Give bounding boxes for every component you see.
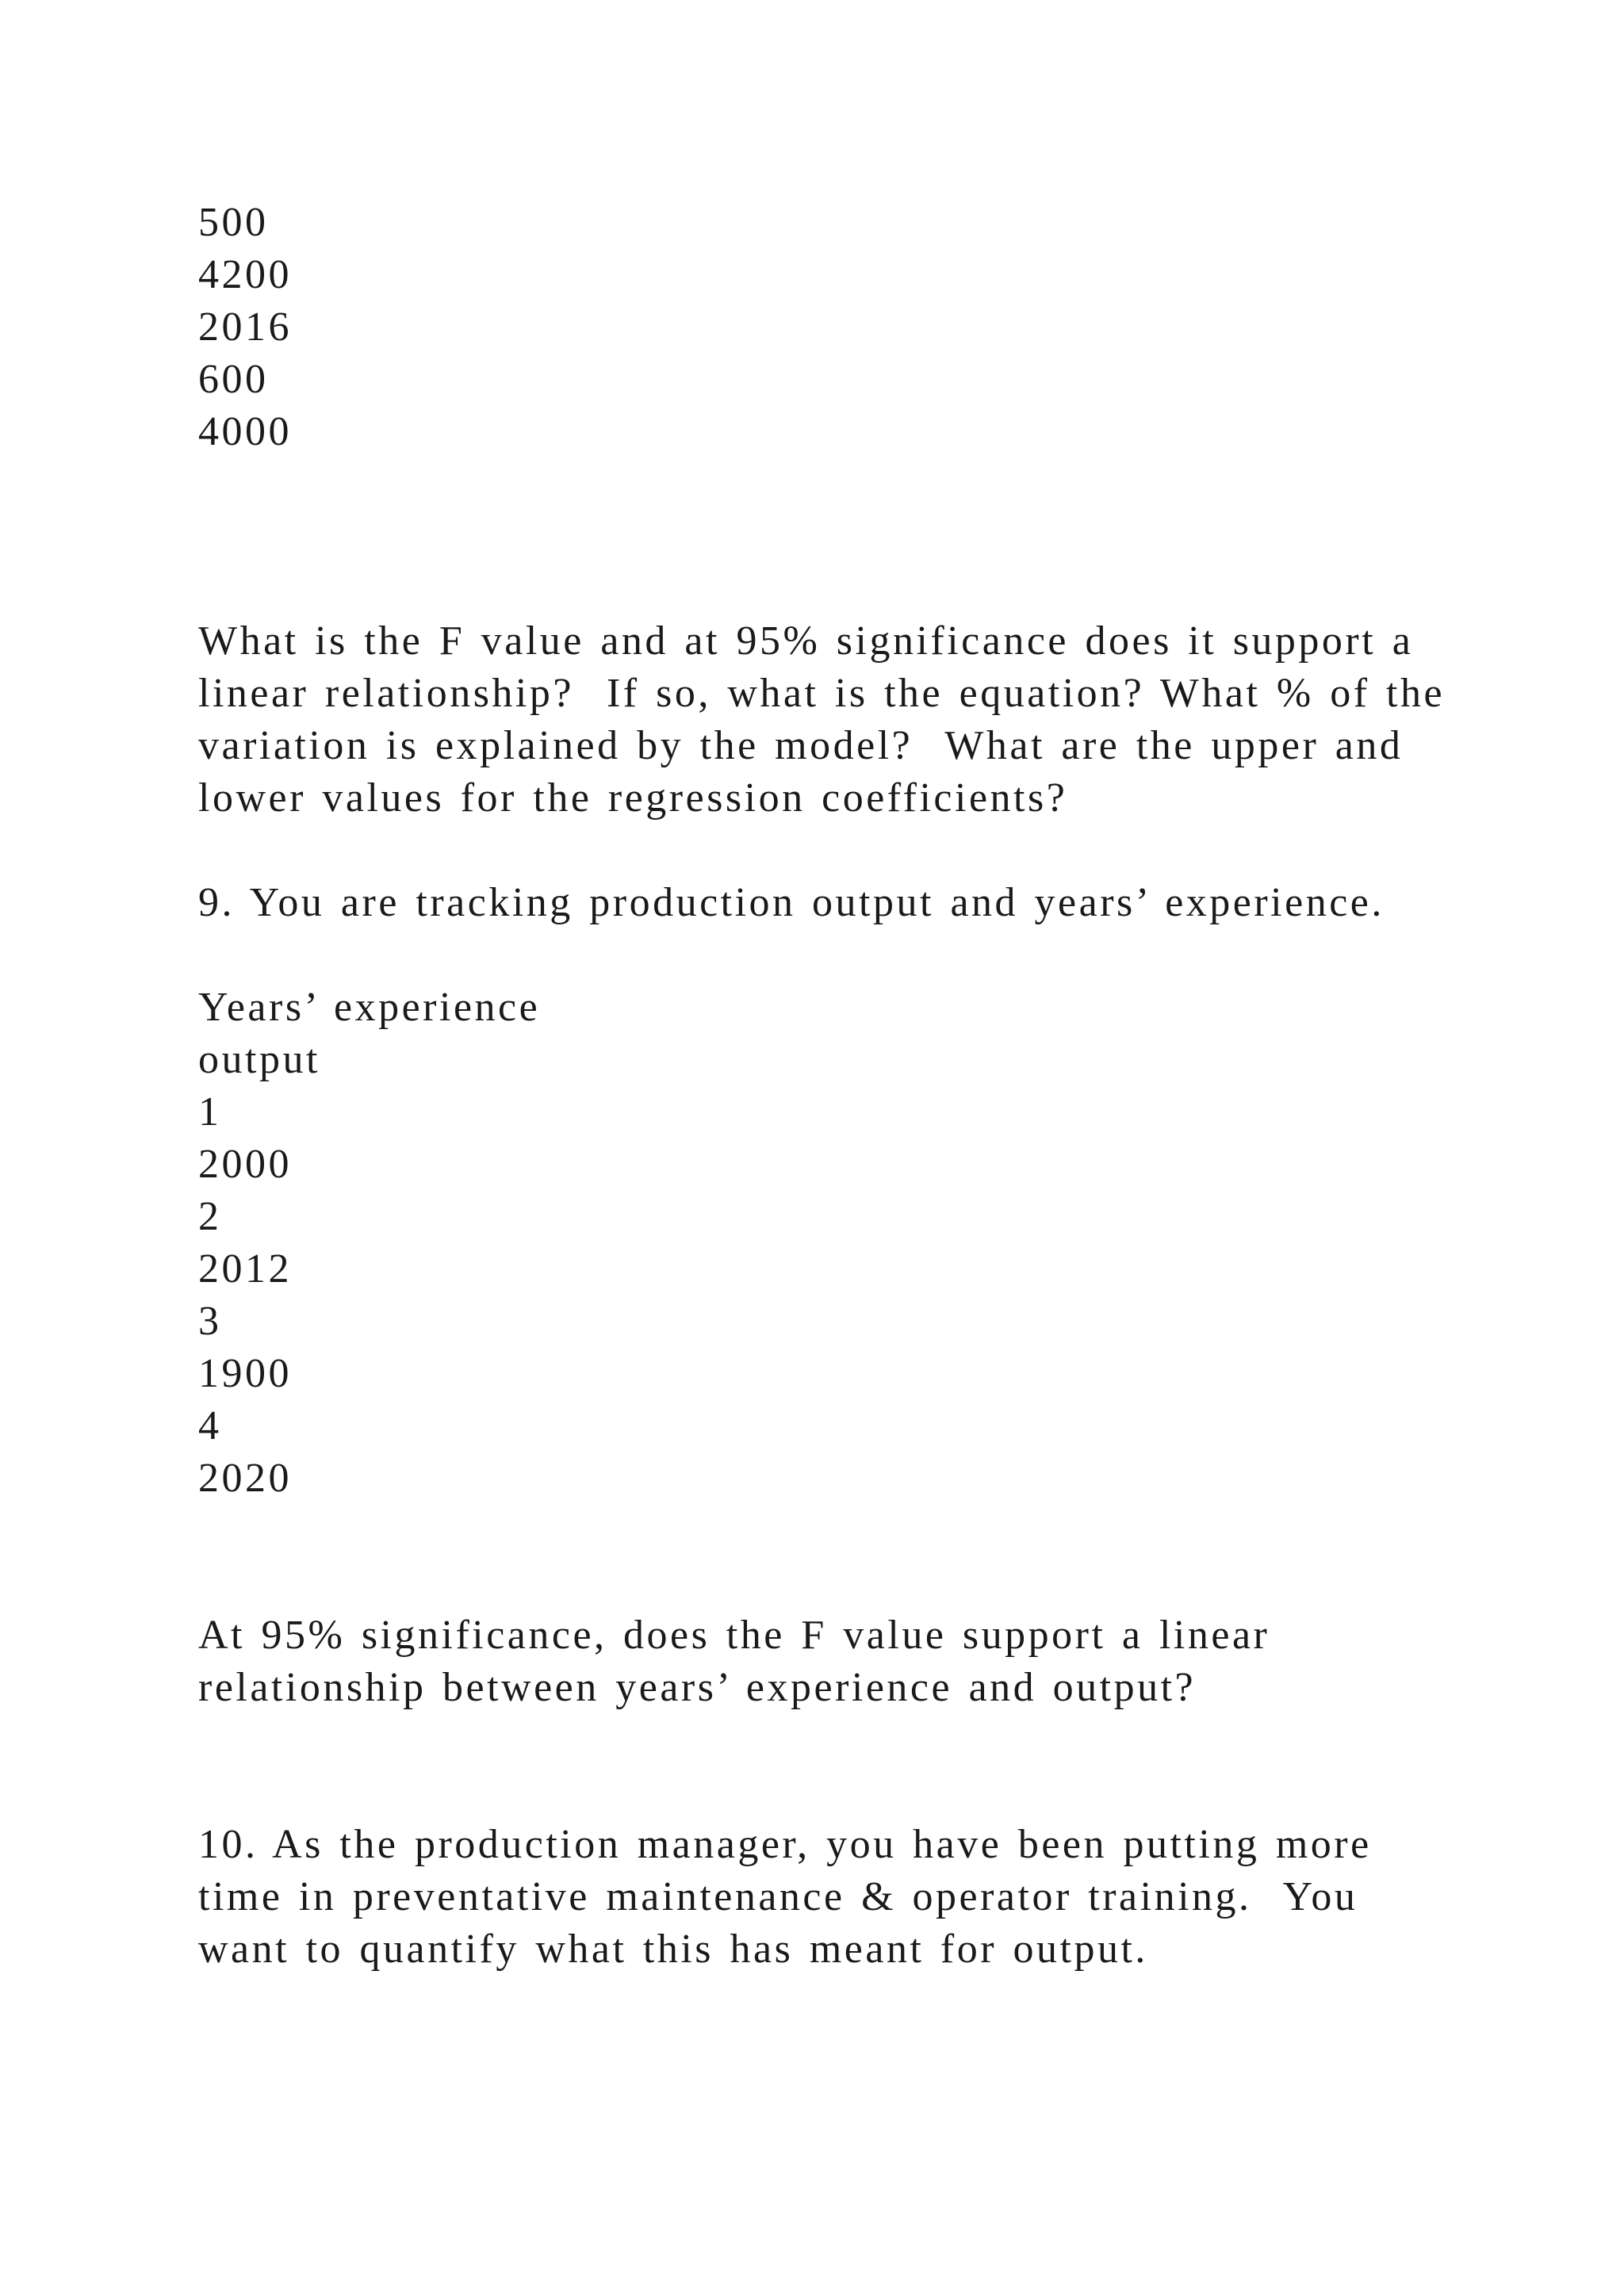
- question-9-line: At 95% significance, does the F value support a linear: [198, 1613, 1270, 1658]
- table-value: 3: [198, 1299, 222, 1344]
- question-8-paragraph: [198, 615, 1445, 825]
- question-9-intro: 9. You are tracking production output and years’ experience.: [198, 880, 1385, 925]
- data-value: 4200: [198, 252, 292, 297]
- question-10-paragraph: [198, 1819, 1372, 1976]
- data-value: 4000: [198, 409, 292, 454]
- question-10-line: 10. As the production manager, you have been putting more: [198, 1822, 1372, 1867]
- question-10-line: time in preventative maintenance & operator training. You: [198, 1874, 1358, 1919]
- data-value: 500: [198, 200, 269, 245]
- question-8-line: lower values for the regression coefficients?: [198, 775, 1068, 821]
- table-header-output: output: [198, 1037, 320, 1082]
- question-9-line: relationship between years’ experience and output?: [198, 1665, 1197, 1710]
- question-9-paragraph: [198, 1609, 1270, 1714]
- table-value: 2012: [198, 1246, 292, 1292]
- question-8-line: variation is explained by the model? What are the upper and: [198, 723, 1404, 768]
- question-8-line: linear relationship? If so, what is the equation? What % of the: [198, 671, 1446, 716]
- data-value: 600: [198, 357, 269, 402]
- question-8-line: What is the F value and at 95% significance does it support a: [198, 618, 1414, 664]
- table-value: 2000: [198, 1142, 292, 1187]
- table-value: 2: [198, 1194, 222, 1239]
- table-value: 1: [198, 1089, 222, 1135]
- table-value: 1900: [198, 1351, 292, 1396]
- data-value: 2016: [198, 304, 292, 350]
- table-value: 2020: [198, 1456, 292, 1501]
- question-10-line: want to quantify what this has meant for output.: [198, 1927, 1148, 1972]
- table-value: 4: [198, 1403, 222, 1448]
- table-header-years: Years’ experience: [198, 985, 541, 1030]
